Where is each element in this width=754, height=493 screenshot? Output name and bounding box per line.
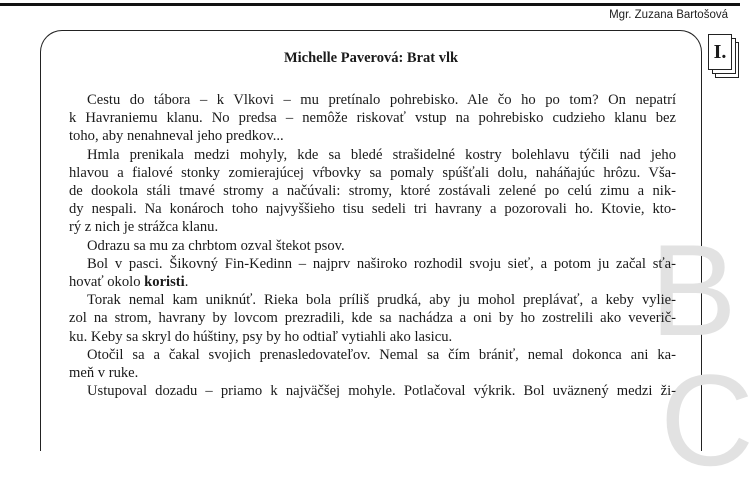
text-line: rý z nich je strážca klanu. xyxy=(69,219,219,236)
text-line: meň v ruke. xyxy=(69,365,139,382)
badge-label: I. xyxy=(708,34,732,70)
story-title: Michelle Paverová: Brat vlk xyxy=(283,50,459,66)
text-line: Cestu do tábora – k Vlkovi – mu pretínalo pohrebisko. Ale čo ho po tom? On nepatrí xyxy=(87,92,676,108)
bold-word-koristi: koristi xyxy=(144,274,185,291)
watermark-letter-c: C xyxy=(660,347,754,493)
story-body xyxy=(69,91,676,400)
section-badge xyxy=(708,34,740,82)
text-line: Torak nemal kam uniknúť. Rieka bola príliš prudká, aby ju mohol preplávať, a keby vylie- xyxy=(87,292,676,309)
text-line: Bol v pasci. Šikovný Fin-Kedinn – najprv naširoko rozhodil svoju sieť, a potom ju začal sťa- xyxy=(87,255,676,272)
watermark-letter-b: B xyxy=(650,217,737,363)
text-line: Otočil sa a čakal svojich prenasledovateľov. Nemal sa čím brániť, nemal dokonca ani ka- xyxy=(87,346,676,363)
text-line: Ustupoval dozadu – priamo k najväčšej mohyle. Potlačoval výkrik. Bol uväznený medzi ži- xyxy=(87,383,676,400)
author-name: Mgr. Zuzana Bartošová xyxy=(609,9,728,21)
text-line: ku. Keby sa skryl do húštiny, psy by ho odtiaľ vytiahli ako lasicu. xyxy=(69,328,453,345)
top-rule xyxy=(0,3,740,6)
text-line: dy nespali. Na konároch toho najvyššieho tisu sedeli tri havrany a pozorovali ho. Ktovie, kto- xyxy=(69,201,676,218)
text-line: zol na strom, havrany by lovcom prezradili, kde sa nachádza a oni by ho zostrelili ako veverič- xyxy=(69,310,676,327)
text-fragment: hovať okolo xyxy=(69,274,145,291)
text-line: toho, aby nenahneval jeho predkov... xyxy=(69,128,284,145)
text-line: hlavou a fialové stonky zomierajúcej vŕbovky sa pomaly spúšťali dolu, naháňajúc hrôzu. Vša- xyxy=(69,164,676,181)
text-line: Hmla prenikala medzi mohyly, kde sa bledé strašidelné kostry bolehlavu týčili nad jeho xyxy=(87,146,676,163)
text-line xyxy=(69,273,676,291)
text-fragment: . xyxy=(184,274,189,291)
text-line: de dookola stáli tmavé stromy a načúvali: stromy, ktoré zostávali zelené po celú zimu a nik- xyxy=(69,183,676,200)
text-line: k Havraniemu klanu. No predsa – nemôže riskovať vstup na pohrebisko cudzieho klanu bez xyxy=(69,110,676,127)
text-line: Odrazu sa mu za chrbtom ozval štekot psov. xyxy=(87,237,345,254)
